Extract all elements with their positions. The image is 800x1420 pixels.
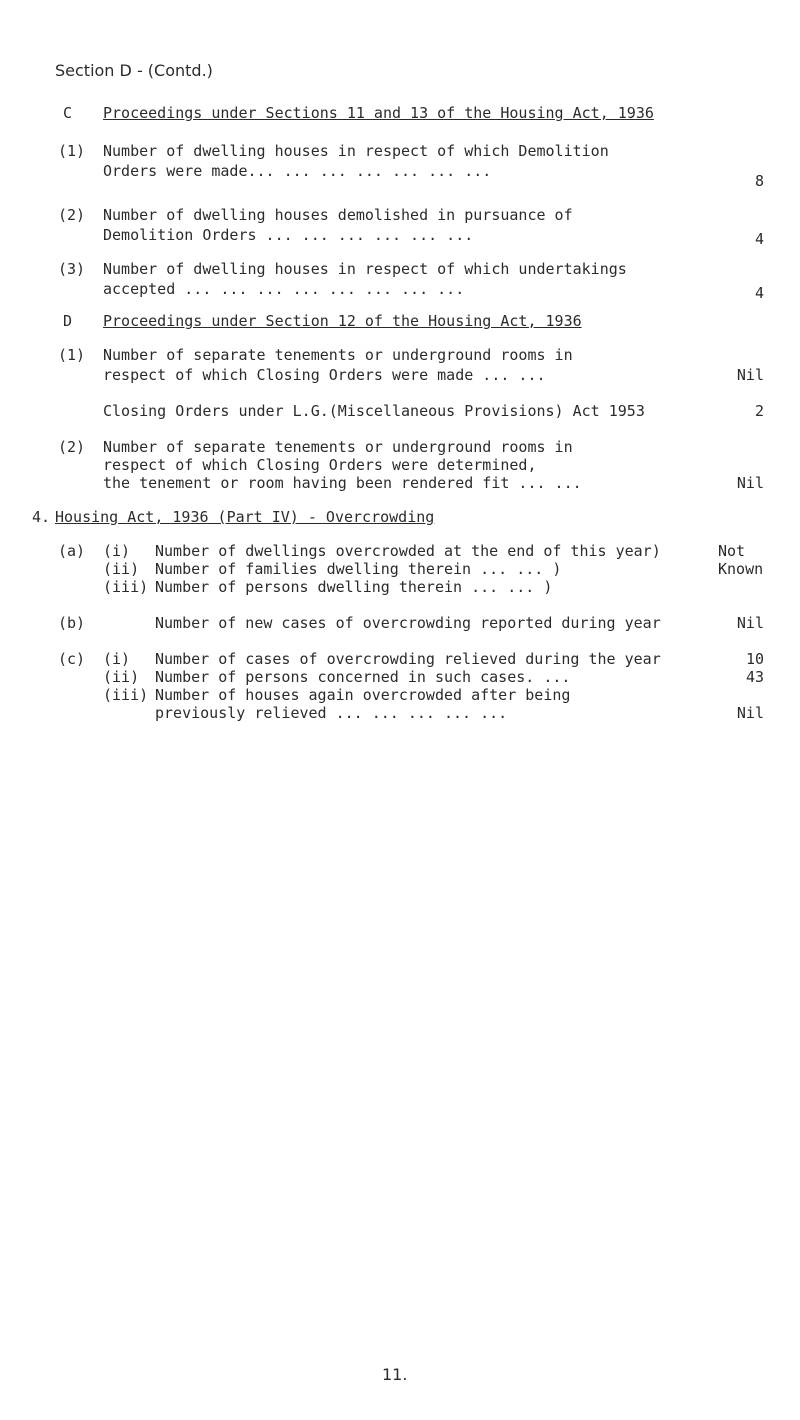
item-c3-line2: accepted ... ... ... ... ... ... ... ... (103, 280, 465, 298)
item-d2-line3: the tenement or room having been rendered fit ... ... (103, 474, 582, 492)
item-4c-ii-value: 43 (745, 668, 764, 686)
item-d1-line1: Number of separate tenements or underground rooms in (103, 346, 573, 364)
section-4-heading: Housing Act, 1936 (Part IV) - Overcrowding (55, 508, 435, 526)
item-d2-value: Nil (736, 474, 764, 492)
item-4b-value: Nil (736, 614, 764, 632)
closing-orders-value: 2 (754, 402, 764, 420)
item-c3-value: 4 (754, 284, 764, 302)
item-4a-value-known: Known (718, 560, 764, 578)
item-d1-line2: respect of which Closing Orders were made ... ... (103, 366, 546, 384)
item-c1-value: 8 (754, 172, 764, 190)
item-4b-text: Number of new cases of overcrowding reported during year (155, 614, 661, 632)
item-4c-iii-text: Number of houses again overcrowded after being (155, 686, 571, 704)
item-c1-number: (1) (58, 142, 86, 160)
item-4c-ii-text: Number of persons concerned in such cases. ... (155, 668, 571, 686)
section-4-number: 4. (32, 508, 51, 526)
item-4c-i-number: (i) (103, 650, 131, 668)
item-4c-iii-number: (iii) (103, 686, 149, 704)
item-4a-value-not: Not (718, 542, 746, 560)
item-4a-i-text: Number of dwellings overcrowded at the end of this year) (155, 542, 661, 560)
item-c3-number: (3) (58, 260, 86, 278)
item-c2-value: 4 (754, 230, 764, 248)
item-4a-iii-text: Number of persons dwelling therein ... ... ) (155, 578, 553, 596)
item-d2-number: (2) (58, 438, 86, 456)
item-4a-iii-number: (iii) (103, 578, 149, 596)
item-4c-ii-number: (ii) (103, 668, 140, 686)
item-d1-number: (1) (58, 346, 86, 364)
page-number: 11. (382, 1365, 408, 1384)
item-4c-letter: (c) (58, 650, 86, 668)
item-4a-i-number: (i) (103, 542, 131, 560)
item-c2-line1: Number of dwelling houses demolished in pursuance of (103, 206, 573, 224)
section-d-letter: D (63, 312, 73, 330)
section-header: Section D - (Contd.) (55, 61, 213, 80)
item-c2-line2: Demolition Orders ... ... ... ... ... ... (103, 226, 474, 244)
section-d-heading: Proceedings under Section 12 of the Housing Act, 1936 (103, 312, 582, 330)
item-d2-line1: Number of separate tenements or underground rooms in (103, 438, 573, 456)
item-4a-ii-text: Number of families dwelling therein ... ... ) (155, 560, 562, 578)
item-d2-line2: respect of which Closing Orders were determined, (103, 456, 537, 474)
item-4c-i-text: Number of cases of overcrowding relieved during the year (155, 650, 661, 668)
item-4b-letter: (b) (58, 614, 86, 632)
closing-orders-text: Closing Orders under L.G.(Miscellaneous Provisions) Act 1953 (103, 402, 645, 420)
item-4c-iii-line2: previously relieved ... ... ... ... ... (155, 704, 508, 722)
item-4a-letter: (a) (58, 542, 86, 560)
item-d1-value: Nil (736, 366, 764, 384)
item-4a-ii-number: (ii) (103, 560, 140, 578)
section-c-letter: C (63, 104, 73, 122)
item-4c-i-value: 10 (745, 650, 764, 668)
section-c-heading: Proceedings under Sections 11 and 13 of the Housing Act, 1936 (103, 104, 654, 122)
item-c2-number: (2) (58, 206, 86, 224)
item-4c-iii-value: Nil (736, 704, 764, 722)
item-c3-line1: Number of dwelling houses in respect of which undertakings (103, 260, 627, 278)
item-c1-line1: Number of dwelling houses in respect of which Demolition (103, 142, 609, 160)
item-c1-line2: Orders were made... ... ... ... ... ... ... (103, 162, 492, 180)
